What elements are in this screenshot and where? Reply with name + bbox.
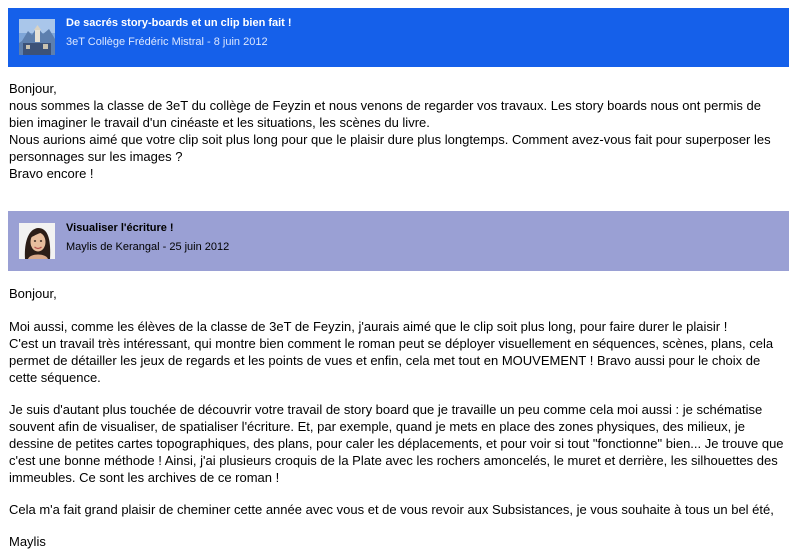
post-title[interactable]: De sacrés story-boards et un clip bien fait ! [66,17,292,29]
post-header-text [66,16,292,50]
avatar [19,223,55,259]
paragraph: Moi aussi, comme les élèves de la classe de 3eT de Feyzin, j'aurais aimé que le clip soit plus long, pour faire durer le plaisir ! [9,319,728,334]
paragraph: Cela m'a fait grand plaisir de cheminer cette année avec vous et de vous revoir aux Subsistances, je vous souhaite à tous un bel été, [9,502,774,517]
avatar [19,19,55,55]
post-header-author-reply [8,211,789,271]
school-photo-icon [19,19,55,55]
post-title[interactable]: Visualiser l'écriture ! [66,222,174,234]
post-author-date: Maylis de Kerangal - 25 juin 2012 [66,241,230,253]
paragraph: Bonjour, [9,286,57,301]
paragraph: Nous aurions aimé que votre clip soit plus long pour que le plaisir dure plus longtemps. Comment avez-vous fait pour superposer les personnages sur les images ? [9,132,771,164]
paragraph: C'est un travail très intéressant, qui montre bien comment le roman peut se déployer visuellement en séquences, scènes, plans, cela permet de détailler les jeux de regards et les points de vues et enfin, cela met tout en MOUVEMENT ! Bravo aussi pour le choix de cette séquence. [9,336,774,385]
post-header-text [66,221,229,255]
paragraph: Bonjour, [9,81,57,96]
paragraph: Je suis d'autant plus touchée de découvrir votre travail de story board que je travaille un peu comme cela moi aussi : je schématise souvent afin de visualiser, de spatialiser l'écriture. Et, par exemple, quand je mets en place des zones physiques, des milieux, je dessine de petites cartes topographiques, des plans, pour caler les déplacements, et pour voir si tout "fonctionne" bien... Je trouve que c'est une bonne méthode ! Ainsi, j'ai plusieurs croquis de la Plate avec les rochers amoncelés, le muret et derrière, les silhouettes des immeubles. Ce sont les archives de ce roman ! [9,402,784,485]
paragraph: nous sommes la classe de 3eT du collège de Feyzin et nous venons de regarder vos travaux. Les story boards nous ont permis de bien imaginer le travail d'un cinéaste et les situations, les scènes du livre. [9,98,762,130]
post-body [9,80,784,182]
post-author-date: 3eT Collège Frédéric Mistral - 8 juin 2012 [66,36,268,48]
post-body [9,285,784,550]
paragraph: Bravo encore ! [9,166,94,181]
post-header-class-comment [8,8,789,67]
paragraph: Maylis [9,534,46,549]
author-portrait-icon [19,223,55,259]
